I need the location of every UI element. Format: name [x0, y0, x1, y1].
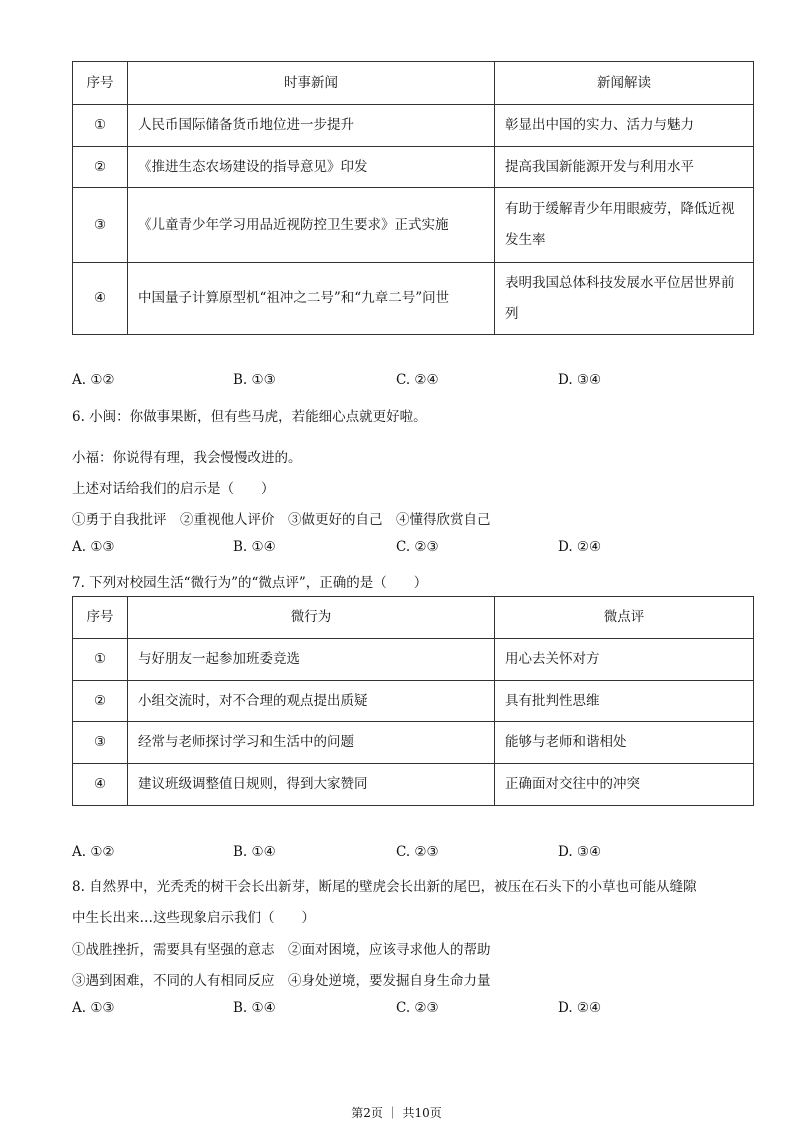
table-row	[73, 764, 754, 806]
option-c[interactable]: C. ②③	[396, 844, 439, 860]
behavior-table	[72, 596, 754, 806]
cell: 《推进生态农场建设的指导意见》印发	[128, 147, 495, 188]
option-a[interactable]: A. ①③	[72, 539, 115, 555]
cell: 彰显出中国的实力、活力与魅力	[495, 105, 754, 147]
option-c[interactable]: C. ②③	[396, 539, 439, 555]
option-d[interactable]: D. ②④	[558, 1000, 602, 1016]
cell: ③	[73, 722, 128, 764]
cell: 经常与老师探讨学习和生活中的问题	[128, 722, 495, 764]
header-cell: 序号	[73, 62, 128, 105]
option-a[interactable]: A. ①③	[72, 1000, 115, 1016]
cell: 提高我国新能源开发与利用水平	[495, 147, 754, 188]
cell: 有助于缓解青少年用眼疲劳，降低近视发生率	[495, 188, 754, 263]
cell: 人民币国际储备货币地位进一步提升	[128, 105, 495, 147]
question-6-reply: 小福：你说得有理，我会慢慢改进的。	[72, 450, 302, 466]
option-a[interactable]: A. ①②	[72, 844, 115, 860]
table-row	[73, 188, 754, 263]
table-row	[73, 263, 754, 335]
cell: ②	[73, 147, 128, 188]
option-a[interactable]: A. ①②	[72, 372, 115, 388]
question-6-stem: 6. 小闽：你做事果断，但有些马虎，若能细心点就更好啦。	[72, 409, 427, 425]
option-d[interactable]: D. ②④	[558, 539, 602, 555]
cell: ①	[73, 639, 128, 681]
cell: 表明我国总体科技发展水平位居世界前列	[495, 263, 754, 335]
option-b[interactable]: B. ①④	[233, 844, 276, 860]
header-cell: 新闻解读	[495, 62, 754, 105]
option-b[interactable]: B. ①③	[233, 372, 276, 388]
cell: 建议班级调整值日规则，得到大家赞同	[128, 764, 495, 806]
question-8-stem-cont: 中生长出来…这些现象启示我们（ ）	[72, 910, 315, 926]
option-b[interactable]: B. ①④	[233, 1000, 276, 1016]
question-7-stem: 7. 下列对校园生活“微行为”的“微点评”，正确的是（ ）	[72, 575, 428, 591]
option-c[interactable]: C. ②④	[396, 372, 439, 388]
table-row	[73, 639, 754, 681]
cell: ③	[73, 188, 128, 263]
question-8-items: ③遇到困难，不同的人有相同反应 ④身处逆境，要发掘自身生命力量	[72, 973, 491, 989]
cell: ①	[73, 105, 128, 147]
option-d[interactable]: D. ③④	[558, 372, 602, 388]
header-cell: 微行为	[128, 597, 495, 639]
cell: 用心去关怀对方	[495, 639, 754, 681]
cell: 具有批判性思维	[495, 681, 754, 722]
option-b[interactable]: B. ①④	[233, 539, 276, 555]
cell: ②	[73, 681, 128, 722]
cell: ④	[73, 263, 128, 335]
table-row	[73, 105, 754, 147]
question-6-items: ①勇于自我批评 ②重视他人评价 ③做更好的自己 ④懂得欣赏自己	[72, 512, 491, 528]
cell: 《儿童青少年学习用品近视防控卫生要求》正式实施	[128, 188, 495, 263]
cell: 能够与老师和谐相处	[495, 722, 754, 764]
cell: 正确面对交往中的冲突	[495, 764, 754, 806]
question-8-items: ①战胜挫折，需要具有坚强的意志 ②面对困境，应该寻求他人的帮助	[72, 942, 491, 958]
header-cell: 序号	[73, 597, 128, 639]
option-c[interactable]: C. ②③	[396, 1000, 439, 1016]
table-row	[73, 722, 754, 764]
cell: 中国量子计算原型机“祖冲之二号”和“九章二号”问世	[128, 263, 495, 335]
header-cell: 时事新闻	[128, 62, 495, 105]
cell: 小组交流时，对不合理的观点提出质疑	[128, 681, 495, 722]
table-header-row	[73, 62, 754, 105]
table-row	[73, 147, 754, 188]
question-8-stem: 8. 自然界中，光秃秃的树干会长出新芽，断尾的壁虎会长出新的尾巴，被压在石头下的小草也可能从缝隙	[72, 879, 697, 895]
question-6-prompt: 上述对话给我们的启示是（ ）	[72, 481, 275, 497]
cell: 与好朋友一起参加班委竞选	[128, 639, 495, 681]
page-footer: 第2页 ｜ 共10页	[351, 1106, 442, 1120]
header-cell: 微点评	[495, 597, 754, 639]
table-row	[73, 681, 754, 722]
option-d[interactable]: D. ③④	[558, 844, 602, 860]
news-table	[72, 61, 754, 335]
table-header-row	[73, 597, 754, 639]
cell: ④	[73, 764, 128, 806]
